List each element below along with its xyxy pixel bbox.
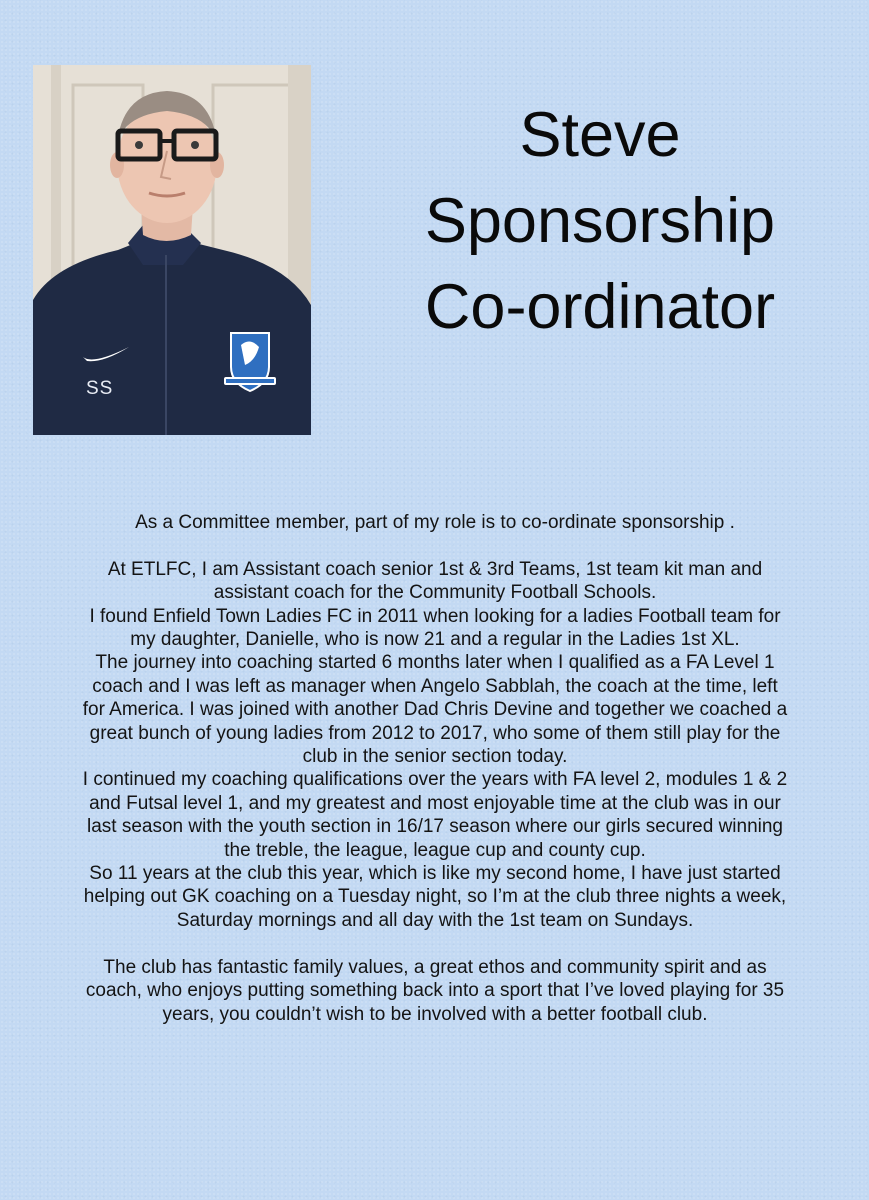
title-name: Steve	[519, 100, 681, 170]
page-title	[360, 92, 840, 350]
bio-paragraph: As a Committee member, part of my role is to co-ordinate sponsorship .	[135, 512, 735, 533]
bio-paragraph: I found Enfield Town Ladies FC in 2011 when looking for a ladies Football team for my daughter, Danielle, who is now 21 and a regular in the Ladies 1st XL.	[89, 605, 781, 651]
bio-paragraph: At ETLFC, I am Assistant coach senior 1st & 3rd Teams, 1st team kit man and assistant coach for the Community Football Schools.	[107, 558, 763, 604]
bio-text	[80, 511, 790, 1026]
title-role-line2: Co-ordinator	[424, 272, 776, 342]
title-role-line1: Sponsorship	[424, 186, 776, 256]
profile-photo	[33, 65, 311, 435]
bio-paragraph: So 11 years at the club this year, which is like my second home, I have just started helping out GK coaching on a Tuesday night, so I’m at the club three nights a week, Saturday mornings and all day with the 1st team on Sundays.	[83, 863, 787, 931]
bio-paragraph: The club has fantastic family values, a great ethos and community spirit and as coach, who enjoys putting something back into a sport that I’ve loved playing for 35 years, you couldn’t wish to be involved with a better football club.	[85, 956, 785, 1025]
bio-paragraph: The journey into coaching started 6 months later when I qualified as a FA Level 1 coach and I was left as manager when Angelo Sabblah, the coach at the time, left for America. I was joined with another Dad Chris Devine and together we coached a great bunch of young ladies from 2012 to 2017, who some of them still play for the club in the senior section today.	[82, 652, 788, 768]
bio-paragraph: I continued my coaching qualifications over the years with FA level 2, modules 1 & 2 and Futsal level 1, and my greatest and most enjoyable time at the club was in our last season with the youth section in 16/17 season where our girls secured winning the treble, the league, league cup and county cup.	[82, 769, 788, 861]
jacket-initials: SS	[86, 378, 114, 399]
